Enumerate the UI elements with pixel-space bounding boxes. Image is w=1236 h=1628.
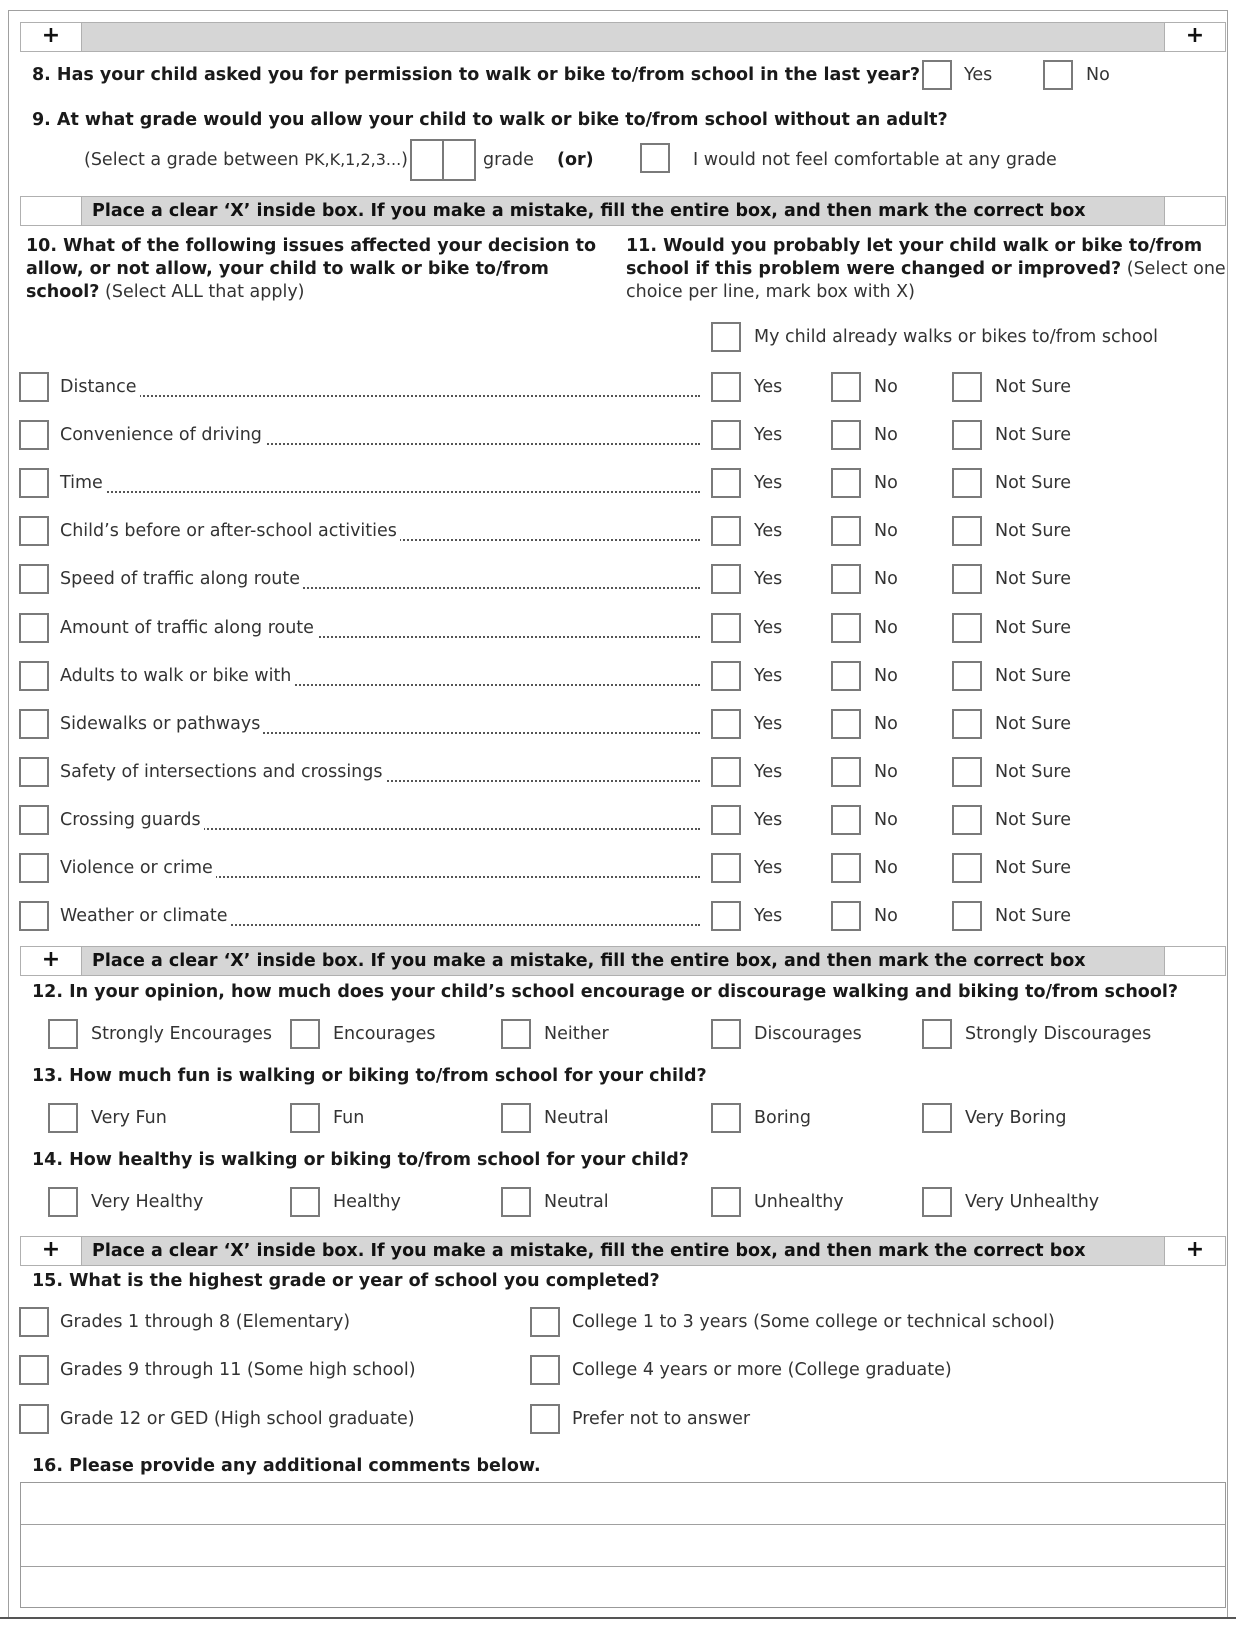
q11-option-label: Not Sure	[995, 714, 1071, 734]
q12-option-label: Strongly Discourages	[965, 1024, 1152, 1044]
issue-checkbox[interactable]	[19, 420, 49, 450]
q9-hint-suffix: )	[401, 150, 408, 170]
q11-option-checkbox[interactable]	[952, 805, 982, 835]
question-11-line1: 11. Would you probably let your child walk or bike to/from	[626, 236, 1203, 256]
question-10-line3	[26, 282, 305, 302]
q11-option-label: No	[874, 569, 898, 589]
issue-label: Violence or crime	[60, 858, 216, 878]
q11-line2-bold: school if this problem were changed or improved?	[626, 259, 1122, 279]
q11-line2-rest: (Select one	[1121, 259, 1226, 279]
question-15: 15. What is the highest grade or year of school you completed?	[32, 1271, 660, 1291]
bar3-plus-left: +	[20, 1236, 82, 1266]
q9-not-comfortable-checkbox[interactable]	[640, 143, 670, 173]
q11-option-checkbox[interactable]	[831, 805, 861, 835]
issue-checkbox[interactable]	[19, 709, 49, 739]
q11-option-label: Not Sure	[995, 425, 1071, 445]
section-bar-top	[81, 22, 1165, 52]
issue-label: Distance	[60, 377, 140, 397]
question-14: 14. How healthy is walking or biking to/from school for your child?	[32, 1150, 689, 1170]
q11-option-label: No	[874, 425, 898, 445]
issue-checkbox[interactable]	[19, 901, 49, 931]
q14-option-checkbox[interactable]	[48, 1187, 78, 1217]
q11-option-label: Not Sure	[995, 569, 1071, 589]
issue-checkbox[interactable]	[19, 805, 49, 835]
q15-left-checkbox[interactable]	[19, 1404, 49, 1434]
bar1-right-cell	[1164, 196, 1226, 226]
q13-option-checkbox[interactable]	[290, 1103, 320, 1133]
q11-option-label: No	[874, 521, 898, 541]
q13-option-checkbox[interactable]	[922, 1103, 952, 1133]
issue-label: Convenience of driving	[60, 425, 265, 445]
q11-option-label: No	[874, 377, 898, 397]
q11-option-checkbox[interactable]	[952, 468, 982, 498]
q11-option-checkbox[interactable]	[711, 901, 741, 931]
q11-option-label: Not Sure	[995, 521, 1071, 541]
question-9: 9. At what grade would you allow your child to walk or bike to/from school without an adult?	[32, 110, 948, 130]
q11-option-label: Not Sure	[995, 906, 1071, 926]
q11-option-checkbox[interactable]	[831, 853, 861, 883]
q11-option-checkbox[interactable]	[831, 613, 861, 643]
q11-option-checkbox[interactable]	[831, 757, 861, 787]
q15-left-checkbox[interactable]	[19, 1355, 49, 1385]
q11-option-label: No	[874, 810, 898, 830]
q14-option-checkbox[interactable]	[922, 1187, 952, 1217]
q12-option-checkbox[interactable]	[48, 1019, 78, 1049]
q15-left-label: Grades 1 through 8 (Elementary)	[60, 1312, 351, 1332]
bar3-plus-right: +	[1164, 1236, 1226, 1266]
q11-option-label: Yes	[754, 762, 783, 782]
q11-option-checkbox[interactable]	[711, 853, 741, 883]
q9-grade-box-2[interactable]	[442, 139, 476, 181]
bar2-right-cell	[1164, 946, 1226, 976]
q11-option-checkbox[interactable]	[711, 709, 741, 739]
q14-option-label: Healthy	[333, 1192, 401, 1212]
question-10-line2: allow, or not allow, your child to walk or bike to/from	[26, 259, 549, 279]
q11-option-label: Yes	[754, 425, 783, 445]
q11-option-checkbox[interactable]	[831, 516, 861, 546]
q11-option-label: Not Sure	[995, 858, 1071, 878]
q11-option-label: Not Sure	[995, 810, 1071, 830]
q9-hint-grades: PK,K,1,2,3...	[304, 150, 402, 169]
q11-option-label: No	[874, 714, 898, 734]
dot-leader	[64, 395, 700, 397]
comments-line-1	[21, 1524, 1225, 1525]
q14-option-checkbox[interactable]	[501, 1187, 531, 1217]
q11-option-checkbox[interactable]	[831, 468, 861, 498]
q12-option-checkbox[interactable]	[290, 1019, 320, 1049]
q8-yes-label: Yes	[964, 65, 993, 85]
comments-line-2	[21, 1566, 1225, 1567]
q14-option-checkbox[interactable]	[711, 1187, 741, 1217]
q11-option-label: No	[874, 473, 898, 493]
corner-plus-left: +	[20, 22, 82, 52]
q11-option-checkbox[interactable]	[711, 757, 741, 787]
q11-option-checkbox[interactable]	[952, 709, 982, 739]
q12-option-checkbox[interactable]	[711, 1019, 741, 1049]
question-8: 8. Has your child asked you for permission to walk or bike to/from school in the last year?	[32, 65, 921, 85]
q13-option-label: Very Boring	[965, 1108, 1067, 1128]
issue-label: Crossing guards	[60, 810, 204, 830]
issue-label: Amount of traffic along route	[60, 618, 317, 638]
q15-right-checkbox[interactable]	[530, 1404, 560, 1434]
q11-option-checkbox[interactable]	[711, 805, 741, 835]
q11-option-checkbox[interactable]	[711, 372, 741, 402]
q11-option-checkbox[interactable]	[831, 372, 861, 402]
q13-option-label: Very Fun	[91, 1108, 167, 1128]
issue-checkbox[interactable]	[19, 853, 49, 883]
q11-option-label: Yes	[754, 377, 783, 397]
q12-option-label: Discourages	[754, 1024, 862, 1044]
q11-option-label: Yes	[754, 810, 783, 830]
question-16: 16. Please provide any additional comments below.	[32, 1456, 541, 1476]
q9-not-comfortable-label: I would not feel comfortable at any grade	[693, 150, 1057, 170]
q11-already-label: My child already walks or bikes to/from school	[754, 327, 1159, 347]
issue-label: Child’s before or after-school activities	[60, 521, 400, 541]
question-13: 13. How much fun is walking or biking to/from school for your child?	[32, 1066, 707, 1086]
q11-option-checkbox[interactable]	[952, 516, 982, 546]
q11-option-checkbox[interactable]	[831, 420, 861, 450]
page-left-border	[8, 10, 9, 1618]
q11-option-label: Not Sure	[995, 473, 1071, 493]
q11-option-checkbox[interactable]	[831, 901, 861, 931]
q11-option-label: No	[874, 618, 898, 638]
q15-right-checkbox[interactable]	[530, 1307, 560, 1337]
q9-hint-prefix: (Select a grade between	[84, 150, 305, 170]
issue-label: Time	[60, 473, 106, 493]
instruction-text-1: Place a clear ‘X’ inside box. If you make a mistake, fill the entire box, and then mark the correct box	[92, 201, 1086, 221]
question-10-line1: 10. What of the following issues affected your decision to	[26, 236, 597, 256]
q11-option-checkbox[interactable]	[952, 757, 982, 787]
q13-option-checkbox[interactable]	[48, 1103, 78, 1133]
q11-option-checkbox[interactable]	[831, 661, 861, 691]
q11-already-checkbox[interactable]	[711, 322, 741, 352]
issue-checkbox[interactable]	[19, 564, 49, 594]
q10-line3-rest: (Select ALL that apply)	[99, 282, 305, 302]
q11-option-label: Yes	[754, 473, 783, 493]
q11-option-label: No	[874, 858, 898, 878]
issue-checkbox[interactable]	[19, 661, 49, 691]
q11-option-label: Yes	[754, 618, 783, 638]
q12-option-label: Encourages	[333, 1024, 436, 1044]
q10-line3-bold: school?	[26, 282, 100, 302]
bar2-plus-left: +	[20, 946, 82, 976]
q8-no-checkbox[interactable]	[1043, 60, 1073, 90]
q11-option-checkbox[interactable]	[711, 661, 741, 691]
q11-option-label: Yes	[754, 521, 783, 541]
issue-checkbox[interactable]	[19, 468, 49, 498]
q11-option-label: Not Sure	[995, 377, 1071, 397]
q14-option-label: Unhealthy	[754, 1192, 844, 1212]
q9-or-label: (or)	[557, 150, 594, 170]
q11-option-checkbox[interactable]	[831, 564, 861, 594]
issue-label: Weather or climate	[60, 906, 230, 926]
question-11-line3: choice per line, mark box with X)	[626, 282, 915, 302]
issue-checkbox[interactable]	[19, 613, 49, 643]
q11-option-label: Not Sure	[995, 666, 1071, 686]
q14-option-label: Very Healthy	[91, 1192, 204, 1212]
q11-option-checkbox[interactable]	[711, 564, 741, 594]
q8-no-label: No	[1086, 65, 1110, 85]
q15-right-label: College 4 years or more (College graduate)	[572, 1360, 952, 1380]
instruction-text-2: Place a clear ‘X’ inside box. If you make a mistake, fill the entire box, and then mark the correct box	[92, 951, 1086, 971]
issue-label: Safety of intersections and crossings	[60, 762, 386, 782]
question-11-line2	[626, 259, 1226, 279]
issue-checkbox[interactable]	[19, 516, 49, 546]
q11-option-checkbox[interactable]	[952, 853, 982, 883]
page-bottom-rule	[0, 1617, 1236, 1619]
q11-option-checkbox[interactable]	[952, 901, 982, 931]
q12-option-label: Strongly Encourages	[91, 1024, 272, 1044]
q11-option-checkbox[interactable]	[952, 661, 982, 691]
issue-checkbox[interactable]	[19, 372, 49, 402]
q11-option-checkbox[interactable]	[831, 709, 861, 739]
issue-label: Adults to walk or bike with	[60, 666, 294, 686]
q11-option-checkbox[interactable]	[711, 613, 741, 643]
issue-label: Speed of traffic along route	[60, 569, 303, 589]
q14-option-label: Neutral	[544, 1192, 609, 1212]
q13-option-checkbox[interactable]	[501, 1103, 531, 1133]
q11-option-label: Yes	[754, 714, 783, 734]
q11-option-checkbox[interactable]	[952, 564, 982, 594]
q11-option-checkbox[interactable]	[711, 420, 741, 450]
q13-option-label: Boring	[754, 1108, 811, 1128]
issue-checkbox[interactable]	[19, 757, 49, 787]
q11-option-label: Yes	[754, 666, 783, 686]
q15-left-label: Grades 9 through 11 (Some high school)	[60, 1360, 416, 1380]
q13-option-checkbox[interactable]	[711, 1103, 741, 1133]
q9-grade-box-1[interactable]	[410, 139, 444, 181]
corner-plus-right: +	[1164, 22, 1226, 52]
dot-leader	[64, 491, 700, 493]
question-12: 12. In your opinion, how much does your child’s school encourage or discourage walking and biking to/from school?	[32, 982, 1179, 1002]
q15-right-checkbox[interactable]	[530, 1355, 560, 1385]
q8-yes-checkbox[interactable]	[922, 60, 952, 90]
q11-option-label: Yes	[754, 569, 783, 589]
q11-option-label: Not Sure	[995, 618, 1071, 638]
q12-option-checkbox[interactable]	[922, 1019, 952, 1049]
q11-option-label: Yes	[754, 858, 783, 878]
q13-option-label: Neutral	[544, 1108, 609, 1128]
q13-option-label: Fun	[333, 1108, 365, 1128]
q11-option-checkbox[interactable]	[952, 613, 982, 643]
bar1-left-cell	[20, 196, 82, 226]
q15-left-label: Grade 12 or GED (High school graduate)	[60, 1409, 415, 1429]
q14-option-checkbox[interactable]	[290, 1187, 320, 1217]
q12-option-checkbox[interactable]	[501, 1019, 531, 1049]
page-right-border	[1227, 10, 1228, 1618]
q11-option-checkbox[interactable]	[952, 372, 982, 402]
q11-option-label: Yes	[754, 906, 783, 926]
q11-option-checkbox[interactable]	[711, 516, 741, 546]
q15-left-checkbox[interactable]	[19, 1307, 49, 1337]
q11-option-label: No	[874, 906, 898, 926]
q9-grade-label: grade	[483, 150, 534, 170]
q15-right-label: Prefer not to answer	[572, 1409, 751, 1429]
q15-right-label: College 1 to 3 years (Some college or technical school)	[572, 1312, 1055, 1332]
issue-label: Sidewalks or pathways	[60, 714, 263, 734]
q11-option-checkbox[interactable]	[952, 420, 982, 450]
q9-hint	[84, 150, 408, 170]
comments-box[interactable]	[20, 1482, 1226, 1608]
q11-option-label: No	[874, 666, 898, 686]
q11-option-label: No	[874, 762, 898, 782]
q11-option-checkbox[interactable]	[711, 468, 741, 498]
instruction-text-3: Place a clear ‘X’ inside box. If you make a mistake, fill the entire box, and then mark the correct box	[92, 1241, 1086, 1261]
q12-option-label: Neither	[544, 1024, 609, 1044]
q14-option-label: Very Unhealthy	[965, 1192, 1100, 1212]
page-top-border	[8, 10, 1228, 11]
q11-option-label: Not Sure	[995, 762, 1071, 782]
